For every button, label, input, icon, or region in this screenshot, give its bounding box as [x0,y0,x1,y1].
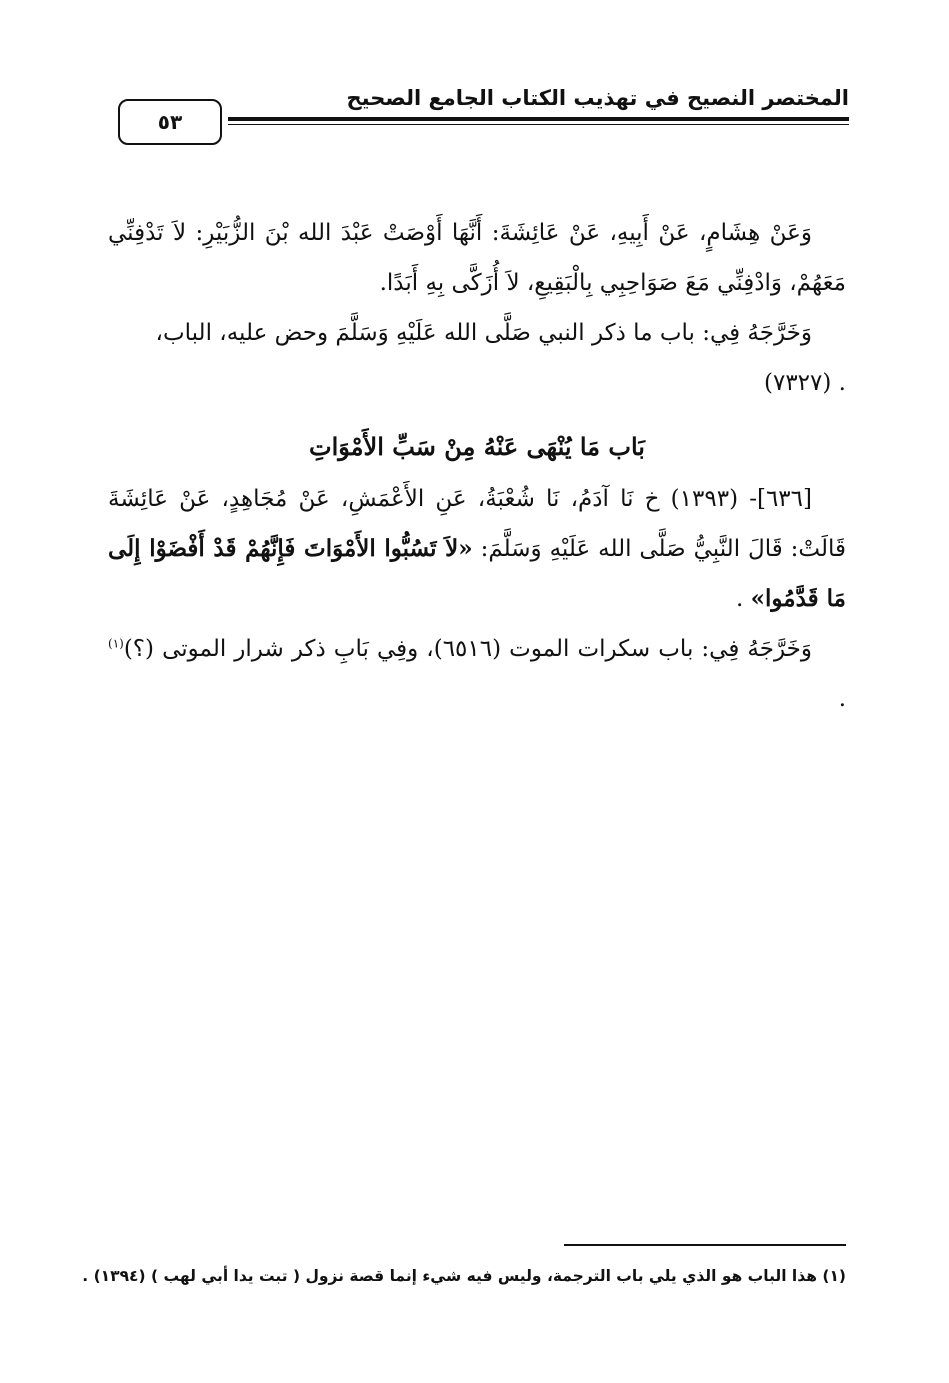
header-rule-thick [228,117,849,121]
paragraph-hisham: وَعَنْ هِشَامٍ، عَنْ أَبِيهِ، عَنْ عَائِشَةَ: أَنَّهَا أَوْصَتْ عَبْدَ الله بْنَ الزُّبَيْرِ: لاَ تَدْفِنِّي مَعَهُمْ، وَادْفِنِّي مَعَ صَوَاحِبِي بِالْبَقِيعِ، لاَ أُزَكَّى بِهِ أَبَدًا. [108,220,846,296]
takhrij-1-text: وَخَرَّجَهُ فِي: باب ما ذكر النبي صَلَّى الله عَلَيْهِ وَسَلَّمَ وحض عليه، الباب، [155,320,812,346]
page-number-box [118,99,222,145]
paragraph-takhrij-2 [108,624,846,724]
hadith-end: . [736,586,751,612]
paragraph-takhrij-1 [108,308,846,358]
paragraph-hadith [108,474,846,624]
hadith-isnad: [٦٣٦]- (١٣٩٣) خ نَا آدَمُ، نَا شُعْبَةُ، عَنِ الأَعْمَشِ، عَنْ مُجَاهِدٍ، عَنْ عَائِشَةَ قَالَتْ: قَالَ النَّبِيُّ صَلَّى الله عَلَيْهِ وَسَلَّمَ: [108,486,846,562]
footnote: (١) هذا الباب هو الذي يلي باب الترجمة، وليس فيه شيء إنما قصة نزول ( تبت يدا أبي لهب ) (١٣٩٤) . [82,1267,846,1285]
takhrij-1-reference: . (٧٣٢٧) [763,370,846,396]
takhrij-2-text: وَخَرَّجَهُ فِي: باب سكرات الموت (٦٥١٦)، وفِي بَابِ ذكر شرار الموتى (؟) [123,636,812,662]
page-number: ٥٣ [157,110,183,134]
running-title: المختصر النصيح في تهذيب الكتاب الجامع الصحيح [346,86,849,110]
hadith-matn: «لاَ تَسُبُّوا الأَمْوَاتَ فَإِنَّهُمْ قَدْ أَفْضَوْا إِلَى مَا قَدَّمُوا» [108,535,846,612]
header-rule-thin [228,124,849,125]
main-text [108,208,846,724]
footnote-marker: (١) [108,636,124,651]
footnote-rule [564,1244,846,1246]
takhrij-2-end: . [838,686,846,712]
chapter-title: بَاب مَا يُنْهَى عَنْهُ مِنْ سَبِّ الأَمْوَاتِ [309,432,645,461]
